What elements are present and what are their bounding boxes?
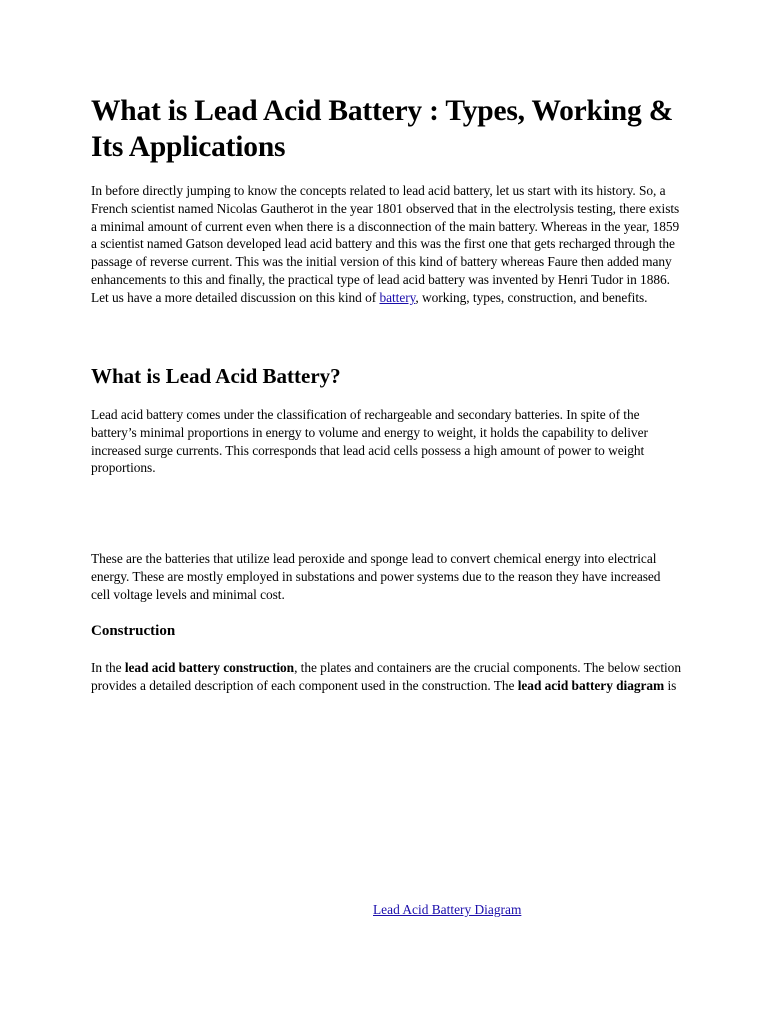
diagram-caption [373,901,521,919]
construction-text-end: is [664,677,677,693]
construction-bold-term: lead acid battery construction [124,660,295,675]
page-title: What is Lead Acid Battery : Types, Working & Its Applications [91,95,674,163]
section-heading-what-is: What is Lead Acid Battery? [91,364,341,388]
intro-text: In before directly jumping to know the concepts related to lead acid battery, let us start with its history. So, a French scientist named Nicolas Gautherot in the year 1801 observed that in the electrolysis testing, there exists a minimal amount of current even when there is a disconnection of the main battery. Whereas in the year, 1859 a scientist named Gatson developed lead acid battery and this was the first one that gets recharged through the passage of reverse current. This was the initial version of this kind of battery whereas Faure then added many enhancements to this and finally, the practical type of lead acid battery was invented by Henri Tudor in 1886. Let us have a more detailed discussion on this kind of [91,183,680,305]
construction-text-middle: , the plates and containers are the crucial components. The below section provides a detailed description of each component used in the construction. The [91,660,681,693]
usage-paragraph: These are the batteries that utilize lead peroxide and sponge lead to convert chemical energy into electrical energy. These are mostly employed in substations and power systems due to the reason they have increased cell voltage levels and minimal cost. [91,551,661,602]
section-heading-construction: Construction [91,623,176,639]
battery-link[interactable]: battery [379,289,416,305]
definition-paragraph: Lead acid battery comes under the classification of rechargeable and secondary batteries. In spite of the battery’s minimal proportions in energy to volume and energy to weight, it holds the capability to deliver increased surge currents. This corresponds that lead acid cells possess a high amount of power to weight proportions. [91,407,648,476]
intro-paragraph [91,182,681,307]
construction-paragraph [91,659,681,695]
diagram-caption-link[interactable]: Lead Acid Battery Diagram [373,902,522,917]
intro-text-end: , working, types, construction, and benefits. [415,289,648,305]
diagram-bold-term: lead acid battery diagram [517,677,665,693]
construction-text-start: In the [91,660,125,675]
